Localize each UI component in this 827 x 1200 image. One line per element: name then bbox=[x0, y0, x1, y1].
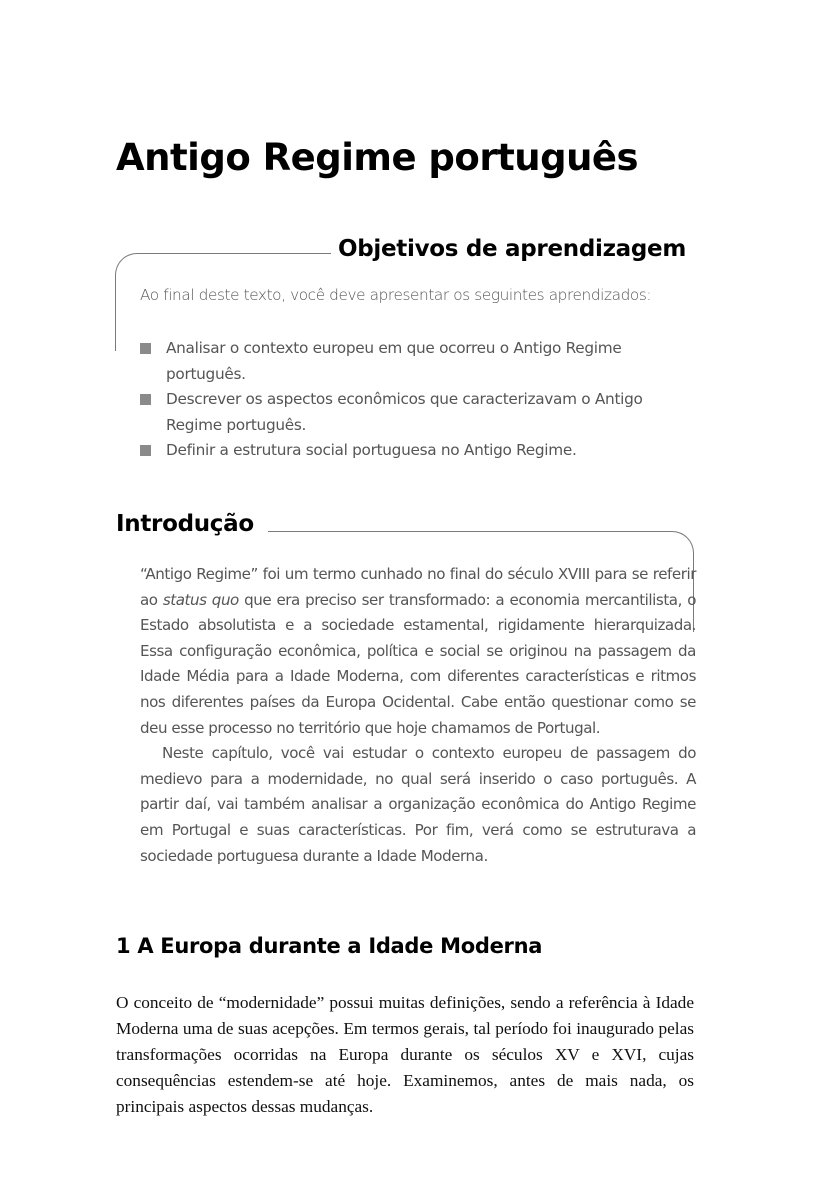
section-body: O conceito de “modernidade” possui muitas definições, sendo a referência à Idade Moderna uma de suas acepções. Em termos gerais, tal período foi inaugurado pelas transformações ocorridas na Europa durante os séculos XV e XVI, cujas consequências estendem-se até hoje. Examinemos, antes de mais nada, os principais aspectos dessas mudanças. bbox=[116, 993, 694, 1116]
page-title: Antigo Regime português bbox=[116, 136, 639, 179]
objectives-heading: Objetivos de aprendizagem bbox=[338, 236, 687, 262]
objective-text: Descrever os aspectos econômicos que caracterizavam o Antigo Regime português. bbox=[166, 390, 643, 434]
introduction-body bbox=[140, 562, 696, 869]
objectives-intro: Ao final deste texto, você deve apresentar os seguintes aprendizados: bbox=[140, 286, 652, 304]
square-bullet-icon bbox=[140, 394, 151, 405]
square-bullet-icon bbox=[140, 445, 151, 456]
introduction-heading: Introdução bbox=[116, 511, 254, 537]
italic-term: status quo bbox=[162, 590, 239, 609]
section-heading: 1 A Europa durante a Idade Moderna bbox=[116, 934, 543, 958]
objective-text: Analisar o contexto europeu em que ocorreu o Antigo Regime português. bbox=[166, 339, 622, 383]
introduction-paragraph-2: Neste capítulo, você vai estudar o contexto europeu de passagem do medievo para a modernidade, no qual será inserido o caso português. A partir daí, vai também analisar a organização econômica do Antigo Regime em Portugal e suas características. Por fim, verá como se estruturava a sociedade portuguesa durante a Idade Moderna. bbox=[140, 744, 696, 865]
objective-item bbox=[140, 438, 670, 464]
objective-item bbox=[140, 387, 670, 438]
objectives-list bbox=[140, 336, 670, 464]
objective-item bbox=[140, 336, 670, 387]
objective-text: Definir a estrutura social portuguesa no Antigo Regime. bbox=[166, 441, 577, 459]
square-bullet-icon bbox=[140, 343, 151, 354]
introduction-paragraph-1: “Antigo Regime” foi um termo cunhado no final do século XVIII para se referir ao status quo que era preciso ser transformado: a economia mercantilista, o Estado absolutista e a sociedade estamental, rigidamente hierarquizada. Essa configuração econômica, política e social se originou na passagem da Idade Média para a Idade Moderna, com diferentes características e ritmos nos diferentes países da Europa Ocidental. Cabe então questionar como se deu esse processo no território que hoje chamamos de Portugal. bbox=[140, 565, 696, 737]
